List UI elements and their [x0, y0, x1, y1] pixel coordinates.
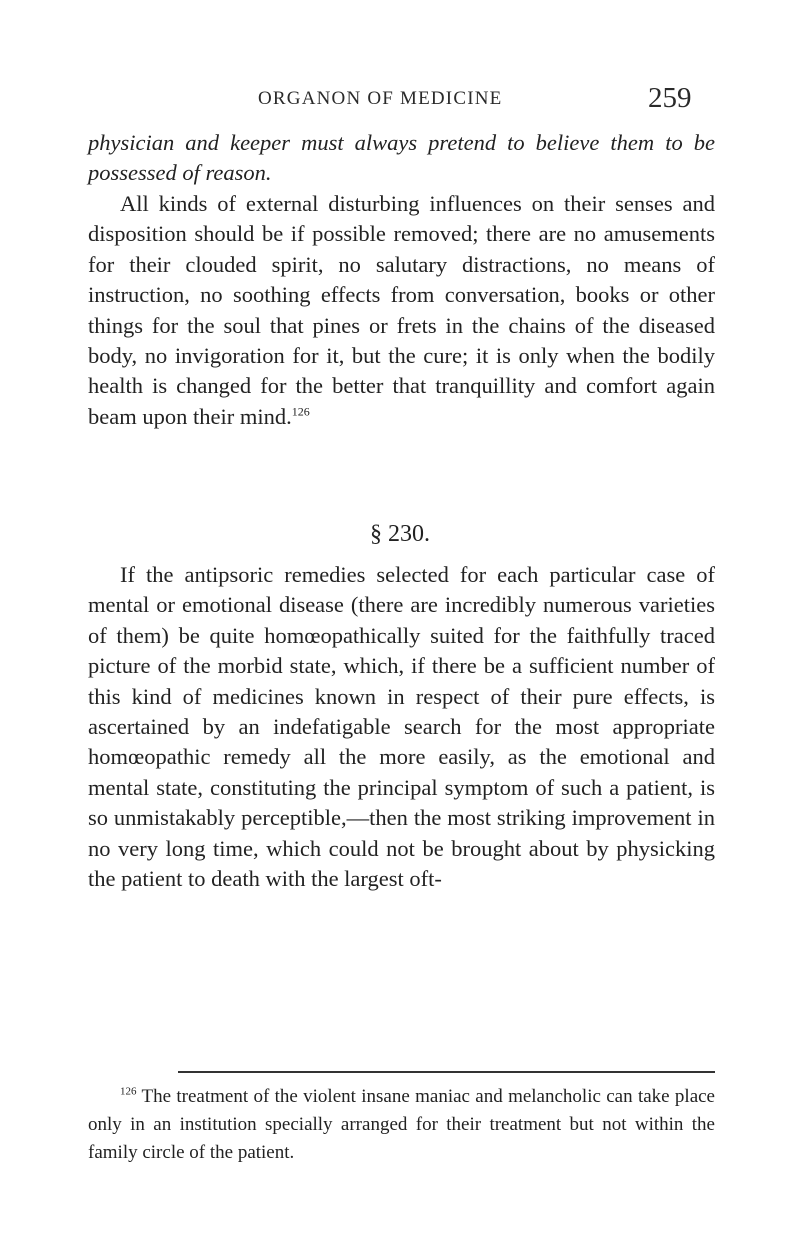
footnote-body: The treatment of the violent insane maniac and melancholic can take place only in an institution specially arranged for their treatment but not within the family circle of the patient. [88, 1086, 715, 1163]
paragraph-1 [88, 189, 715, 432]
footnote-divider [178, 1071, 715, 1073]
paragraph-2 [88, 560, 715, 894]
paragraph-2-text: If the antipsoric remedies selected for each particular case of mental or emotional disease (there are incredibly numerous varieties of them) be quite homœopathically suited for the faithfully traced picture of the morbid state, which, if there be a sufficient number of this kind of medicines known in respect of their pure effects, is ascertained by an indefatigable search for the most appropriate homœopathic remedy all the more easily, as the emotional and mental state, constituting the principal symptom of such a patient, is so unmistakably perceptible,—then the most striking improvement in no very long time, which could not be brought about by physicking the patient to death with the largest oft- [88, 562, 715, 892]
footnote-number: 126 [120, 1085, 137, 1098]
footnote [88, 1083, 715, 1167]
intro-sentence: physician and keeper must always pretend to believe them to be possessed of reason. [88, 130, 715, 186]
page-number: 259 [648, 82, 692, 114]
paragraph-1-body: All kinds of external disturbing influences on their senses and disposition should be if possible removed; there are no amusements for their clouded spirit, no salutary distractions, no means of instruction, no soothing effects from conversation, books or other things for the soul that pines or frets in the chains of the diseased body, no invigoration for it, but the cure; it is only when the bodily health is changed for the better that tranquillity and comfort again beam upon their mind. [88, 191, 715, 429]
running-head [0, 82, 800, 122]
paragraph-1-text [88, 189, 715, 432]
footnote-text [88, 1083, 715, 1167]
continued-text [88, 128, 715, 189]
running-title: ORGANON OF MEDICINE [258, 88, 503, 109]
section-heading: § 230. [370, 521, 430, 547]
footnote-reference[interactable]: 126 [291, 404, 310, 419]
